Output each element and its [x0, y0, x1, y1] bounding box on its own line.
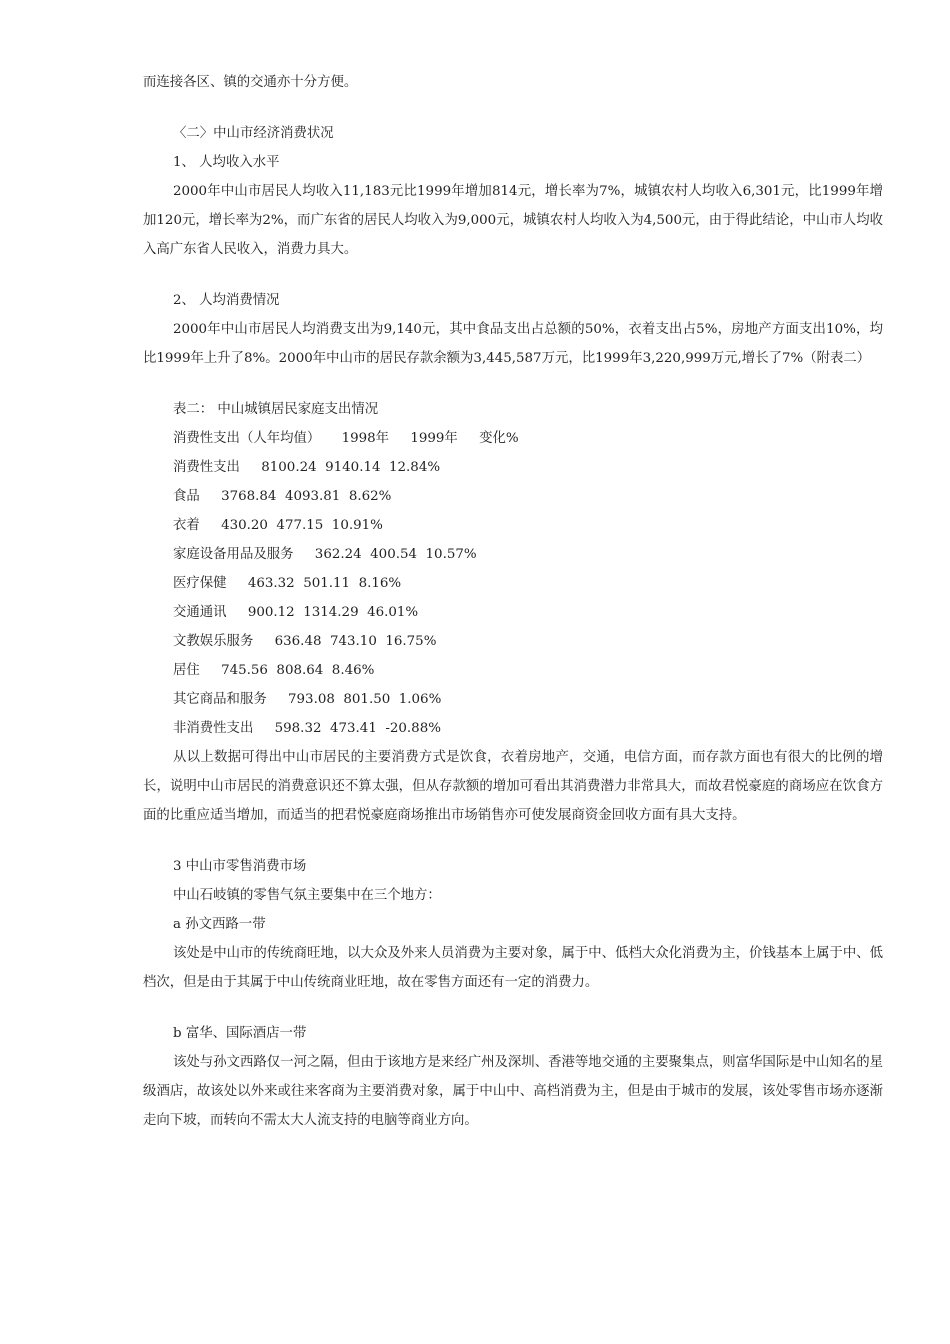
- subheading-area-b: b 富华、国际酒店一带: [173, 1026, 307, 1041]
- paragraph-retail-intro: 中山石岐镇的零售气氛主要集中在三个地方：: [173, 888, 441, 903]
- table-row: 家庭设备用品及服务 362.24 400.54 10.57%: [173, 547, 477, 562]
- subheading-retail: 3 中山市零售消费市场: [173, 859, 307, 874]
- table-row: 消费性支出 8100.24 9140.14 12.84%: [173, 460, 441, 475]
- subheading-income: 1、 人均收入水平: [173, 155, 280, 170]
- table-row: 医疗保健 463.32 501.11 8.16%: [173, 576, 402, 591]
- paragraph-area-b: 该处与孙文西路仅一河之隔，但由于该地方是来经广州及深圳、香港等地交通的主要聚集点，则富华国际是中山知名的星级酒店，故该处以外来或往来客商为主要消费对象，属于中山中、高档消费为主，但是由于城市的发展，该处零售市场亦逐渐走向下坡，而转向不需太大人流支持的电脑等商业方向。: [143, 1055, 883, 1128]
- subheading-area-a: a 孙文西路一带: [173, 917, 266, 932]
- spacer: [143, 264, 883, 286]
- table-row: 文教娱乐服务 636.48 743.10 16.75%: [173, 634, 437, 649]
- subheading-consumption: 2、 人均消费情况: [173, 293, 280, 308]
- spacer: [143, 830, 883, 852]
- spacer: [143, 997, 883, 1019]
- paragraph-area-a: 该处是中山市的传统商旺地，以大众及外来人员消费为主要对象，属于中、低档大众化消费为主，价钱基本上属于中、低档次，但是由于其属于中山传统商业旺地，故在零售方面还有一定的消费力。: [143, 946, 883, 990]
- section-heading-economy: 〈二〉中山市经济消费状况: [173, 126, 334, 141]
- table-row: 交通通讯 900.12 1314.29 46.01%: [173, 605, 419, 620]
- table-header: 消费性支出（人年均值） 1998年 1999年 变化%: [173, 431, 519, 446]
- document-page: [143, 68, 883, 1135]
- table-row: 衣着 430.20 477.15 10.91%: [173, 518, 383, 533]
- paragraph-income: 2000年中山市居民人均收入11,183元比1999年增加814元，增长率为7%，城镇农村人均收入6,301元，比1999年增加120元，增长率为2%，而广东省的居民人均收入为9,000元，城镇农村人均收入为4,500元，由于得此结论，中山市人均收入高广东省人民收入，消费力具大。: [143, 184, 883, 257]
- spacer: [143, 373, 883, 395]
- paragraph-consumption: 2000年中山市居民人均消费支出为9,140元，其中食品支出占总额的50%，衣着支出占5%，房地产方面支出10%，均比1999年上升了8%。2000年中山市的居民存款余额为3,445,587万元，比1999年3,220,999万元,增长了7%（附表二）: [143, 322, 883, 366]
- table-row: 居住 745.56 808.64 8.46%: [173, 663, 375, 678]
- paragraph-transport: 而连接各区、镇的交通亦十分方便。: [143, 75, 358, 90]
- table-row: 食品 3768.84 4093.81 8.62%: [173, 489, 392, 504]
- table-row: 非消费性支出 598.32 473.41 -20.88%: [173, 721, 441, 736]
- table-title: 表二： 中山城镇居民家庭支出情况: [173, 402, 379, 417]
- paragraph-analysis: 从以上数据可得出中山市居民的主要消费方式是饮食，衣着房地产，交通，电信方面，而存款方面也有很大的比例的增长，说明中山市居民的消费意识还不算太强，但从存款额的增加可看出其消费潜力非常具大，而故君悦豪庭的商场应在饮食方面的比重应适当增加，而适当的把君悦豪庭商场推出市场销售亦可使发展商资金回收方面有具大支持。: [143, 750, 883, 823]
- spacer: [143, 97, 883, 119]
- table-row: 其它商品和服务 793.08 801.50 1.06%: [173, 692, 442, 707]
